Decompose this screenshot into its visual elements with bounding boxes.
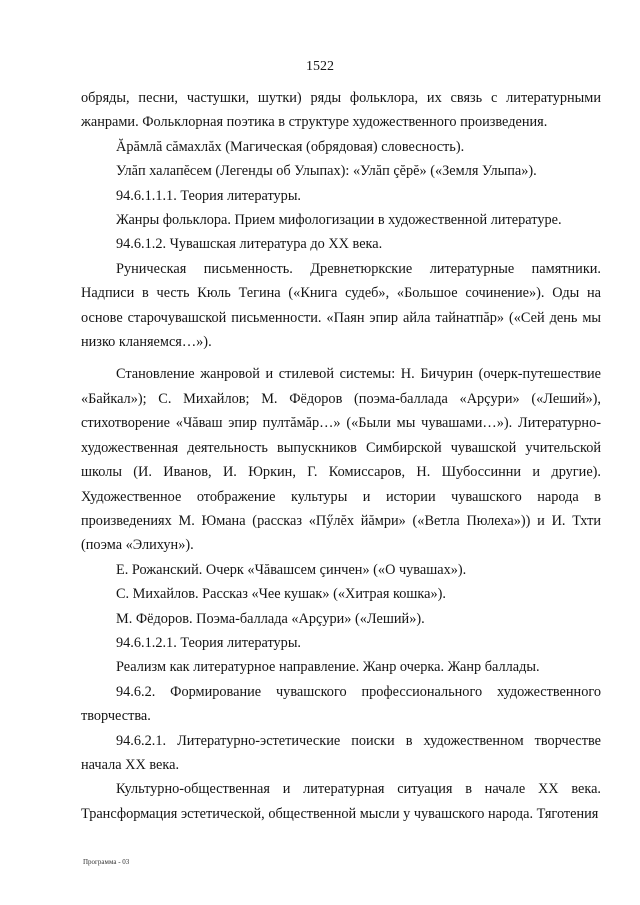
paragraph-mikhailov: С. Михайлов. Рассказ «Чее кушак» («Хитрая кошка»).	[116, 586, 446, 603]
paragraph-runic-writing: Руническая письменность. Древнетюркские литературные памятники. Надписи в честь Кюль Тегина («Книга судеб», «Большое сочинение»). Оды на основе старочувашской письменности. «Паян эпир айла тайнатпăр» («Сей день мы низко кланяемся…»).	[81, 260, 601, 351]
paragraph-realism: Реализм как литературное направление. Жанр очерка. Жанр баллады.	[116, 659, 540, 676]
section-heading-94-6-1-2-1: 94.6.1.2.1. Теория литературы.	[116, 634, 302, 651]
paragraph-cultural-situation: Культурно-общественная и литературная ситуация в начале XX века. Трансформация эстетической, общественной мысли у чувашского народа. Тяготения	[81, 781, 601, 822]
page-number: 1522	[306, 59, 334, 74]
section-heading-94-6-2: 94.6.2. Формирование чувашского профессионального художественного творчества.	[81, 683, 601, 725]
paragraph-ulyp-legends: Улăп халапĕсем (Легенды об Улыпах): «Улăп çĕрĕ» («Земля Улыпа»).	[116, 163, 537, 180]
section-heading-94-6-2-1: 94.6.2.1. Литературно-эстетические поиски в художественном творчестве начала XX века.	[81, 732, 601, 773]
paragraph-magic-verbal: Ăрăмлă сăмахлăх (Магическая (обрядовая) словесность).	[116, 138, 465, 155]
paragraph-folklore-continuation: обряды, песни, частушки, шутки) ряды фольклора, их связь с литературными жанрами. Фольклорная поэтика в структуре художественного произведения.	[81, 90, 601, 131]
paragraph-fyodorov: М. Фёдоров. Поэма-баллада «Арçури» («Леший»).	[116, 610, 425, 627]
section-heading-94-6-1-2: 94.6.1.2. Чувашская литература до XX века.	[116, 236, 383, 253]
section-heading-94-6-1-1-1: 94.6.1.1.1. Теория литературы.	[116, 187, 302, 204]
paragraph-folklore-genres: Жанры фольклора. Прием мифологизации в художественной литературе.	[116, 212, 562, 229]
paragraph-rozhansky: Е. Рожанский. Очерк «Чăвашсем çинчен» («О чувашах»).	[116, 561, 467, 578]
document-body	[81, 86, 601, 826]
paragraph-genre-system: Становление жанровой и стилевой системы: Н. Бичурин (очерк-путешествие «Байкал»); С. Михайлов; М. Фёдоров (поэма-баллада «Арçури» («Леший»), стихотворение «Чăваш эпир пултăмăр…» («Были мы чувашами…»). Литературно-художественная деятельность выпускников Симбирской чувашской учительской школы (И. Иванов, И. Юркин, Г. Комиссаров, Н. Шубоссинни и другие). Художественное отображение культуры и истории чувашского народа в произведениях М. Юмана (рассказ «Пӳлĕх йăмри» («Ветла Пюлеха»)) и И. Тхти (поэма «Элихун»).	[81, 366, 601, 554]
footer-program-label: Программа - 03	[83, 858, 130, 866]
